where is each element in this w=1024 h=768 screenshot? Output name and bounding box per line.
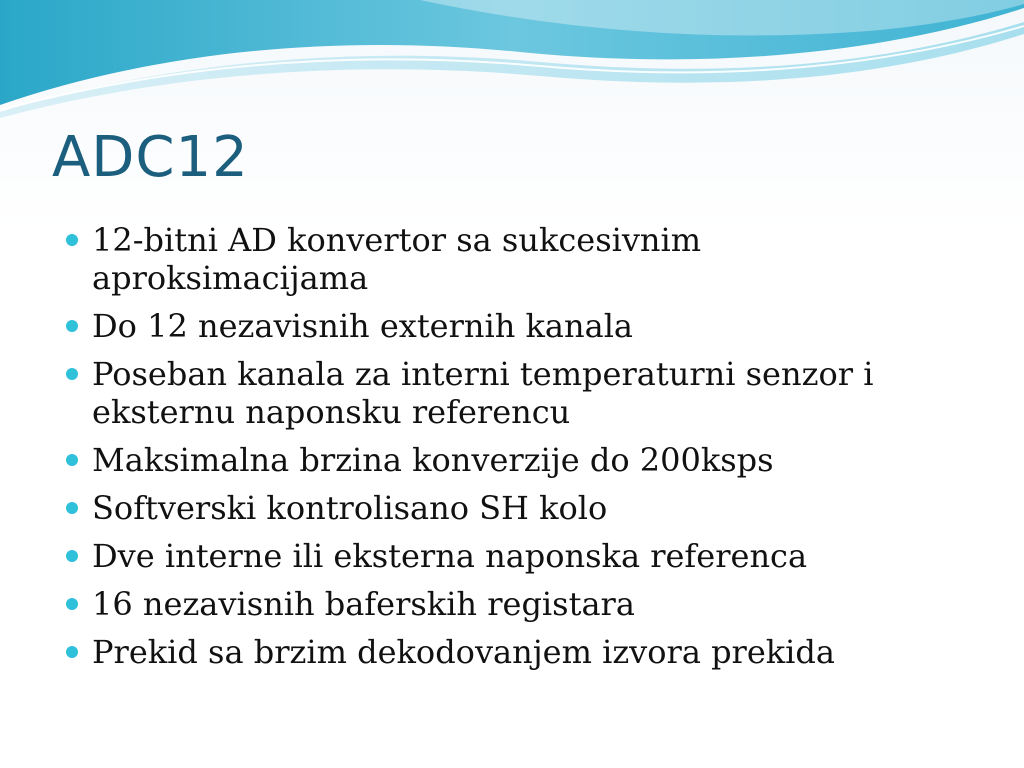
bullet-item bbox=[62, 633, 962, 671]
bullet-text-line: Softverski kontrolisano SH kolo bbox=[92, 489, 608, 527]
bullet-text-line: Prekid sa brzim dekodovanjem izvora prekida bbox=[92, 633, 835, 671]
bullet-item bbox=[62, 537, 962, 575]
bullet-dot-icon bbox=[66, 320, 78, 332]
bullet-item bbox=[62, 307, 962, 345]
bullet-dot-icon bbox=[66, 368, 78, 380]
bullet-text-line: aproksimacijama bbox=[92, 259, 369, 297]
bullet-item bbox=[62, 441, 962, 479]
bullet-list bbox=[62, 221, 962, 681]
bullet-text-line: Maksimalna brzina konverzije do 200ksps bbox=[92, 441, 774, 479]
bullet-text-line: Dve interne ili eksterna naponska referenca bbox=[92, 537, 808, 575]
bullet-dot-icon bbox=[66, 598, 78, 610]
bullet-text-line: eksternu naponsku referencu bbox=[92, 393, 571, 431]
bullet-dot-icon bbox=[66, 646, 78, 658]
bullet-text-line: Poseban kanala za interni temperaturni senzor i bbox=[92, 355, 874, 393]
bullet-text-line: Do 12 nezavisnih externih kanala bbox=[92, 307, 633, 345]
header-wave-decoration bbox=[0, 0, 1024, 130]
bullet-item bbox=[62, 355, 962, 431]
slide-title: ADC12 bbox=[52, 125, 249, 190]
bullet-text-line: 12-bitni AD konvertor sa sukcesivnim bbox=[92, 221, 702, 259]
bullet-item bbox=[62, 585, 962, 623]
bullet-dot-icon bbox=[66, 234, 78, 246]
bullet-text-line: 16 nezavisnih baferskih registara bbox=[92, 585, 635, 623]
bullet-item bbox=[62, 489, 962, 527]
bullet-dot-icon bbox=[66, 454, 78, 466]
bullet-dot-icon bbox=[66, 550, 78, 562]
bullet-dot-icon bbox=[66, 502, 78, 514]
bullet-item bbox=[62, 221, 962, 297]
